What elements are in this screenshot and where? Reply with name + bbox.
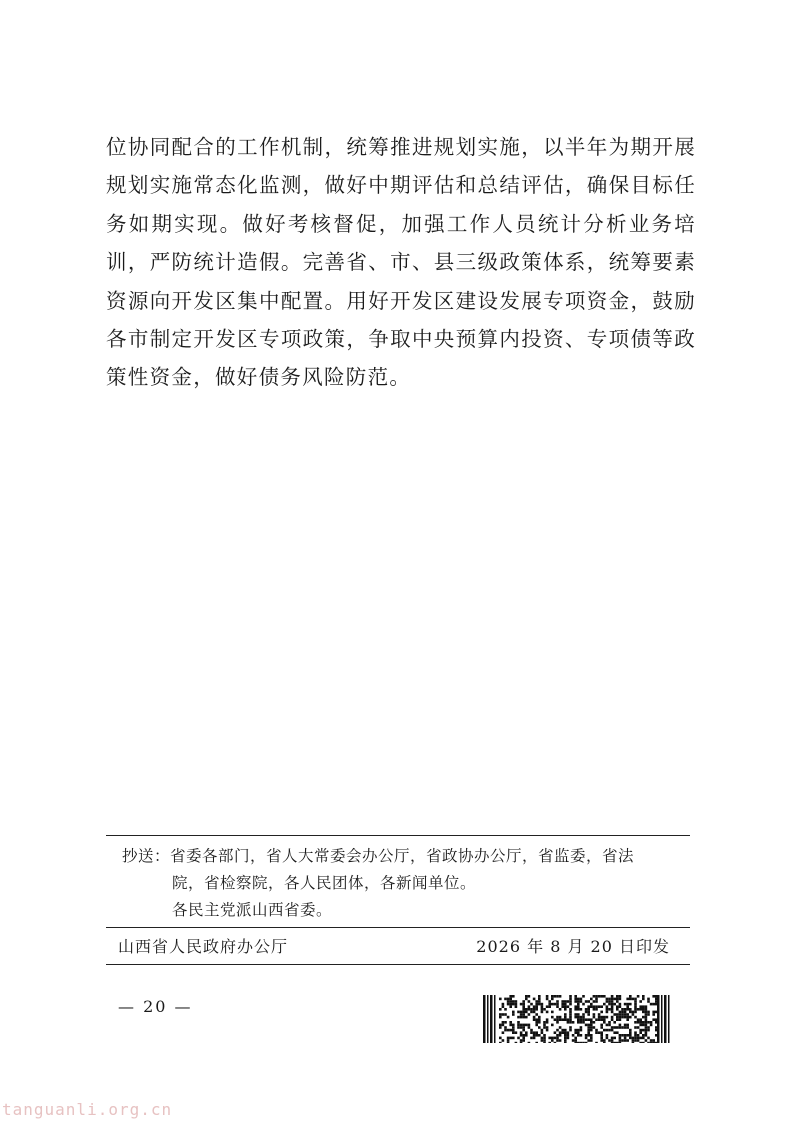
footer-middle-rule: [106, 927, 690, 928]
footer-top-rule: [106, 835, 690, 836]
page-number: — 20 —: [118, 997, 193, 1016]
cc-line-1: 抄送：省委各部门，省人大常委会办公厅，省政协办公厅，省监委，省法: [122, 847, 635, 865]
watermark-text: tanguanli.org.cn: [2, 1100, 173, 1119]
cc-line-3: 各民主党派山西省委。: [172, 901, 333, 919]
cc-distribution-list: [122, 843, 682, 924]
issuing-office: 山西省人民政府办公厅: [118, 937, 289, 956]
body-paragraph: 位协同配合的工作机制，统筹推进规划实施，以半年为期开展规划实施常态化监测，做好中期评估和总结评估，确保目标任务如期实现。做好考核督促，加强工作人员统计分析业务培训，严防统计造假。完善省、市、县三级政策体系，统筹要素资源向开发区集中配置。用好开发区建设发展专项资金，鼓励各市制定开发区专项政策，争取中央预算内投资、专项债等政策性资金，做好债务风险防范。: [106, 135, 696, 390]
cc-line-2: 院，省检察院，各人民团体，各新闻单位。: [172, 874, 477, 892]
footer-bottom-rule: [106, 964, 690, 965]
barcode-icon: [483, 995, 671, 1043]
issue-date: 2026 年 8 月 20 日印发: [476, 937, 670, 956]
